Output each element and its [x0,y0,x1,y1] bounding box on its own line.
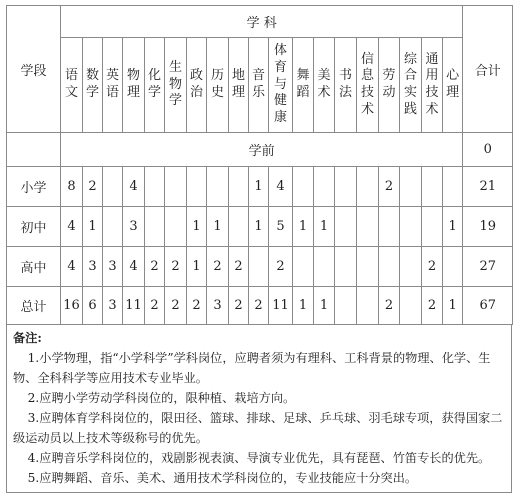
subject-label: 舞蹈 [296,68,310,100]
count-cell: 2 [229,287,249,325]
subject-name-row [7,38,513,133]
notes-title: 备注: [13,331,42,345]
total-cell: 27 [463,247,513,287]
note-item: 4.应聘音乐学科岗位的，戏剧影视表演、导演专业优先，具有琵琶、竹笛专长的优先。 [27,451,491,465]
table-row-junior [7,207,513,247]
count-cell: 1 [187,207,207,247]
count-cell [165,207,187,247]
count-cell: 1 [293,287,314,325]
total-header: 合计 [463,6,513,133]
count-cell: 11 [123,287,145,325]
count-cell: 1 [249,167,269,207]
recruitment-table-document [6,5,512,493]
subject-label: 地理 [232,68,246,100]
count-cell [229,167,249,207]
count-cell [293,247,314,287]
stage-header: 学段 [7,6,61,133]
count-cell: 2 [145,287,165,325]
count-cell: 2 [229,247,249,287]
count-cell: 2 [269,247,293,287]
count-cell [335,247,357,287]
count-cell: 4 [123,167,145,207]
subject-header-tiyu [269,38,293,133]
count-cell [422,207,443,247]
subject-label: 语文 [65,68,79,100]
subject-label: 综合实践 [404,51,418,117]
subject-header-huaxue [145,38,165,133]
subject-label: 心理 [446,68,460,100]
subject-label: 信息技术 [361,51,375,117]
stage-cell-preschool-merged: 学前 [61,133,463,167]
count-cell [249,247,269,287]
subject-label: 书法 [339,68,353,100]
note-item: 2.应聘小学劳动学科岗位的，限种植、栽培方向。 [27,391,296,405]
count-cell [314,247,335,287]
subject-group-header-row [7,6,513,38]
count-cell: 4 [123,247,145,287]
count-cell [400,287,422,325]
count-cell [357,207,379,247]
total-cell: 21 [463,167,513,207]
subject-header-wuli [123,38,145,133]
subject-label: 通用技术 [425,51,439,117]
count-cell: 2 [83,167,103,207]
count-cell: 3 [83,247,103,287]
subject-header-zhengzhi [187,38,207,133]
count-cell: 2 [422,287,443,325]
subject-header-laodong [379,38,400,133]
count-cell: 4 [61,247,83,287]
subject-label: 劳动 [382,68,396,100]
stage-cell: 总计 [7,287,61,325]
count-cell: 1 [207,207,229,247]
count-cell: 3 [207,287,229,325]
subject-header-yuwen [61,38,83,133]
count-cell [422,167,443,207]
subject-header-xinxi [357,38,379,133]
count-cell: 3 [103,287,123,325]
table-row-preschool [7,133,513,167]
total-cell: 19 [463,207,513,247]
table-row-primary [7,167,513,207]
count-cell: 1 [443,287,463,325]
count-cell [357,247,379,287]
count-cell [379,247,400,287]
count-cell [379,207,400,247]
count-cell: 1 [314,287,335,325]
table-row-total [7,287,513,325]
total-cell: 0 [463,133,513,167]
subject-label: 数学 [86,68,100,100]
count-cell: 1 [83,207,103,247]
count-cell [400,247,422,287]
count-cell: 4 [61,207,83,247]
subject-header-lishi [207,38,229,133]
count-cell: 1 [443,207,463,247]
count-cell: 3 [123,207,145,247]
count-cell: 1 [249,207,269,247]
count-cell [103,167,123,207]
count-cell: 5 [269,207,293,247]
subject-header-meishu [314,38,335,133]
subject-header-shengwuxue [165,38,187,133]
subject-header-shuxue [83,38,103,133]
count-cell [165,167,187,207]
count-cell: 3 [103,247,123,287]
count-cell: 2 [187,287,207,325]
count-cell [145,207,165,247]
count-cell [207,167,229,207]
subject-header-wudao [293,38,314,133]
subject-header-shufa [335,38,357,133]
count-cell: 2 [165,287,187,325]
subject-header-xinli [443,38,463,133]
count-cell: 2 [379,167,400,207]
count-cell [187,167,207,207]
subject-label: 化学 [148,68,162,100]
count-cell: 11 [269,287,293,325]
count-cell [335,207,357,247]
count-cell [400,167,422,207]
count-cell [357,287,379,325]
stage-cell: 初中 [7,207,61,247]
total-cell: 67 [463,287,513,325]
subject-header-yingyu [103,38,123,133]
subject-header-zonghe [400,38,422,133]
count-cell: 8 [61,167,83,207]
subject-label: 历史 [211,68,225,100]
subject-label: 物理 [127,68,141,100]
count-cell: 1 [314,207,335,247]
notes-section [6,325,512,493]
subject-label: 音乐 [252,68,266,100]
count-cell [335,167,357,207]
subject-label: 政治 [190,68,204,100]
stage-cell-empty [7,133,61,167]
position-table [6,5,513,325]
subject-label: 英语 [106,68,120,100]
count-cell: 1 [187,247,207,287]
count-cell: 2 [249,287,269,325]
subject-label: 体育与健康 [274,43,288,125]
count-cell: 4 [269,167,293,207]
count-cell: 6 [83,287,103,325]
count-cell: 2 [207,247,229,287]
count-cell: 2 [165,247,187,287]
count-cell: 2 [422,247,443,287]
subject-label: 美术 [317,68,331,100]
note-item: 1.小学物理，指“小学科学”学科岗位，应聘者须为有理科、工科背景的物理、化学、生物、全科科学等应用技术专业毕业。 [13,351,491,385]
count-cell [400,207,422,247]
count-cell [443,167,463,207]
count-cell: 1 [293,207,314,247]
count-cell [357,167,379,207]
subject-header-dili [229,38,249,133]
stage-cell: 小学 [7,167,61,207]
count-cell [443,247,463,287]
count-cell [314,167,335,207]
count-cell: 2 [379,287,400,325]
count-cell [145,167,165,207]
count-cell: 16 [61,287,83,325]
subject-header-yinyue [249,38,269,133]
count-cell [335,287,357,325]
count-cell [229,207,249,247]
note-item: 5.应聘舞蹈、音乐、美术、通用技术学科岗位的，专业技能应十分突出。 [27,471,418,485]
note-item: 3.应聘体育学科岗位的，限田径、篮球、排球、足球、乒乓球、羽毛球专项，获得国家二级运动员以上技术等级称号的优先。 [13,411,503,445]
count-cell: 2 [145,247,165,287]
stage-cell: 高中 [7,247,61,287]
count-cell [293,167,314,207]
table-row-senior [7,247,513,287]
subject-header-tongyong [422,38,443,133]
subject-label: 生物学 [169,60,183,109]
subject-group-header: 学 科 [61,6,463,38]
count-cell [103,207,123,247]
